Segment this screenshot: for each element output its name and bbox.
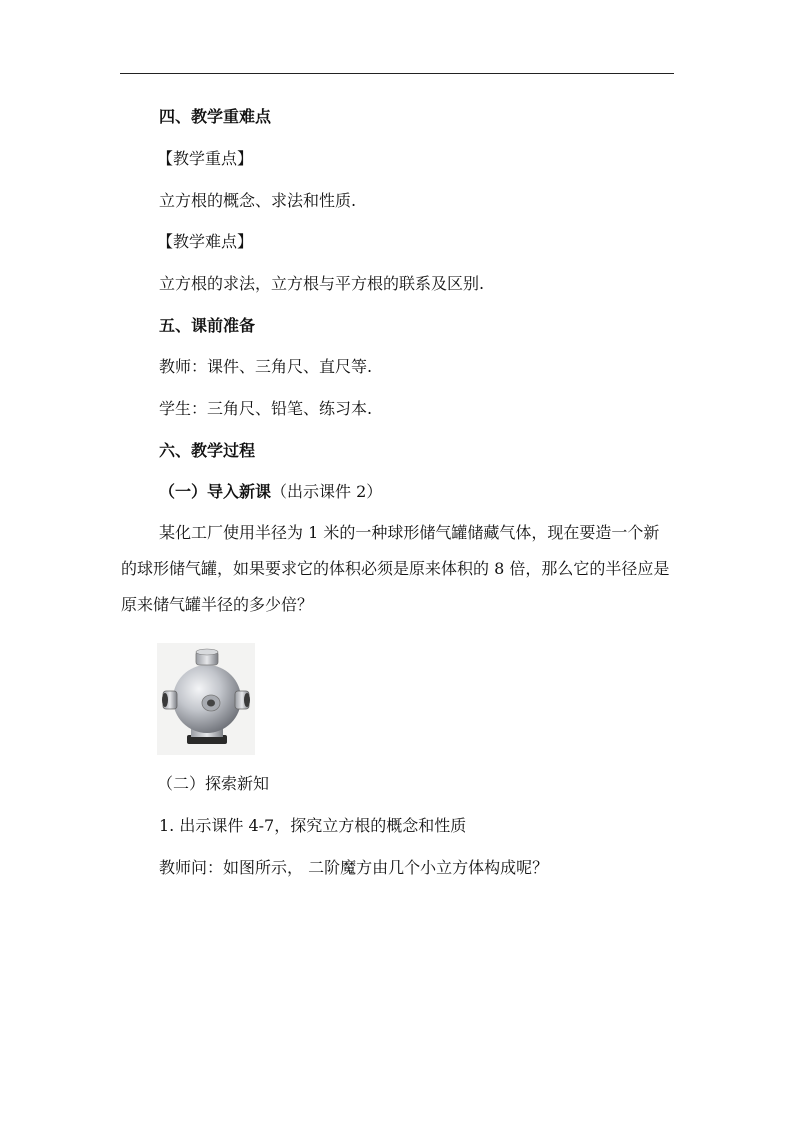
subsection-1-heading: （一）导入新课 — [159, 482, 272, 501]
teacher-question: 教师问：如图所示， 二阶魔方由几个小立方体构成呢？ — [159, 858, 549, 877]
key-points-text: 立方根的概念、求法和性质. — [159, 191, 357, 210]
header-rule — [120, 73, 674, 74]
difficult-points-label: 【教学难点】 — [157, 232, 254, 251]
subsection-1 — [159, 482, 382, 502]
key-points-label: 【教学重点】 — [157, 149, 254, 168]
spherical-tank-image — [157, 643, 255, 755]
subsection-2-heading: （二）探索新知 — [157, 774, 270, 793]
teacher-prep: 教师：课件、三角尺、直尺等. — [159, 357, 373, 376]
section-5-heading: 五、课前准备 — [159, 316, 256, 335]
subsection-1-note: （出示课件 2） — [271, 482, 383, 501]
student-prep: 学生：三角尺、铅笔、练习本. — [159, 399, 373, 418]
intro-paragraph: 某化工厂使用半径为 1 米的一种球形储气罐储藏气体，现在要造一个新的球形储气罐，如果要求它的体积必须是原来体积的 8 倍，那么它的半径应是原来储气罐半径的多少倍？ — [121, 523, 670, 614]
section-4-heading: 四、教学重难点 — [159, 107, 272, 126]
difficult-points-text: 立方根的求法，立方根与平方根的联系及区别. — [159, 274, 485, 293]
item-1: 1. 出示课件 4-7，探究立方根的概念和性质 — [159, 816, 467, 835]
section-6-heading: 六、教学过程 — [159, 441, 256, 460]
